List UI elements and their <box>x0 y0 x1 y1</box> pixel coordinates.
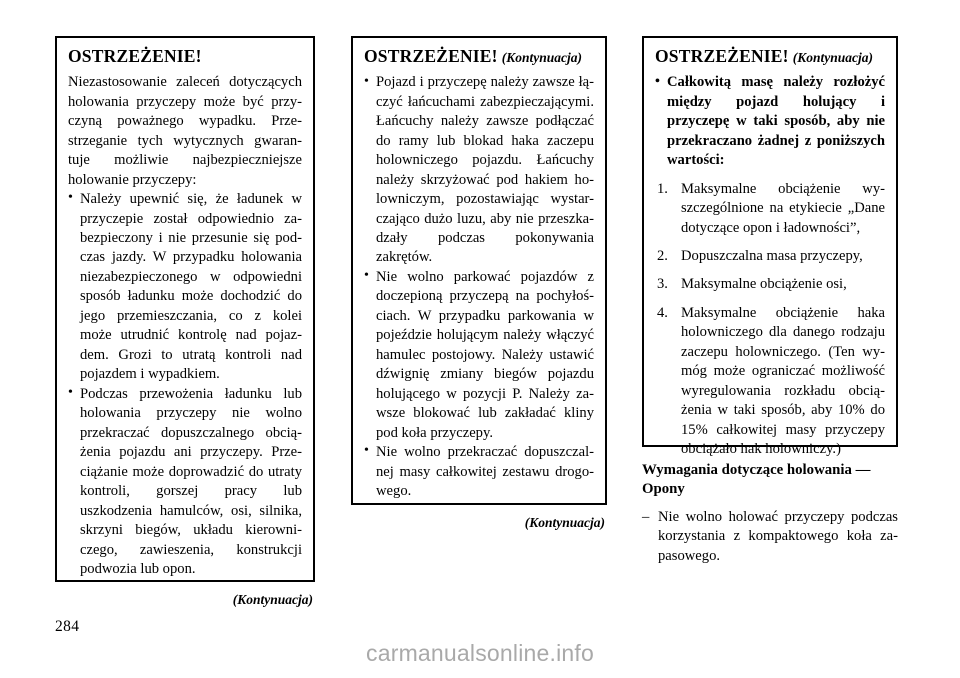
warning-box-3 <box>642 36 898 458</box>
tire-requirements-list <box>642 508 898 566</box>
list-item: – Nie wolno holować przyczepy podczas korzystania z kompaktowego koła za-pasowego. <box>642 508 898 566</box>
warning-bullet-list-3 <box>655 73 885 170</box>
warning-box-1 <box>55 36 315 582</box>
list-item-number: 3. <box>657 276 668 293</box>
list-item: • Podczas przewożenia ładunku lub holowania przyczepy nie wolno przekraczać dopuszczalnego obcią-żenia pojazdu ani przyczepy. Prze-ciążanie może doprowadzić do utraty kontroli, gorszej pracy lub uszkodzenia hamulców, osi, silnika, skrzyni biegów, układu kierowni-czego, zawieszenia, konstrukcji podwozia lub opon. <box>68 385 302 580</box>
warning-heading-1 <box>68 47 302 66</box>
warning-heading-continuation: (Kontynuacja) <box>792 50 873 65</box>
continuation-caption-2: (Kontynuacja) <box>524 515 605 530</box>
list-item-text: Maksymalne obciążenie haka holowniczego dla danego rodzaju zaczepu holowniczego. (Ten wy-móg może ograniczać możliwość wyregulowania rozkładu obcią-żenia w taki sposób, aby 10% do 15% całkowitej masy przyczepy obciążało hak holowniczy.) <box>681 304 885 458</box>
list-item-number: 4. <box>657 304 668 321</box>
list-item <box>655 304 885 460</box>
list-item <box>655 180 885 238</box>
warning-intro-1: Niezastosowanie zaleceń dotyczących holowania przyczepy może być przy-czyną poważnego wypadku. Prze-strzeganie tych wytycznych gwaran-tuje możliwie najbezpieczniejsze holowanie przyczepy: <box>68 74 302 188</box>
list-item-text: Dopuszczalna masa przyczepy, <box>681 248 863 264</box>
warning-heading-text: OSTRZEŻENIE! <box>68 46 202 66</box>
list-item: • Nie wolno parkować pojazdów z doczepioną przyczepą na pochyłoś-ciach. W przypadku parkowania w pojeździe holującym należy włączyć hamulec postojowy. Należy ustawić dźwignię zmiany biegów pojazdu holującego w pozycji P. Należy za-wsze blokować lub zakładać kliny pod koła przyczepy. <box>364 268 594 443</box>
warning-box-2 <box>351 36 607 505</box>
list-item <box>655 247 885 266</box>
list-item: • Nie wolno przekraczać dopuszczal-nej masy całkowitej zestawu drogo-wego. <box>364 443 594 501</box>
list-item <box>655 275 885 294</box>
list-item: • Należy upewnić się, że ładunek w przyczepie został odpowiednio za-bezpieczony i nie przesunie się pod-czas jazdy. W przypadku holowania niezabezpieczonego w odpowiedni sposób ładunku może dochodzić do jego przemieszczania, co z kolei może utrudnić kontrolę nad pojaz-dem. Grozi to utratą kontroli nad pojazdem i wypadkiem. <box>68 190 302 385</box>
column-left <box>55 36 315 608</box>
watermark: carmanualsonline.info <box>366 640 594 666</box>
list-item: • Pojazd i przyczepę należy zawsze łą-czyć łańcuchami zabezpieczającymi. Łańcuchy należy zawsze podłączać do ramy lub blokad haka zaczepu holowniczego pojazdu. Łańcuchy należy skrzyżować pod hakiem ho-lowniczym, pozostawiając wystar-czająco dużo luzu, aby nie przeszka-dzały podczas pokonywania zakrętów. <box>364 73 594 268</box>
column-right <box>642 36 898 566</box>
list-item-number: 1. <box>657 180 668 197</box>
warning-bullet-list-2 <box>364 73 594 501</box>
list-item-text: Maksymalne obciążenie wy-szczególnione na etykiecie „Dane dotyczące opon i ładowności”, <box>681 180 885 236</box>
list-item-text: Maksymalne obciążenie osi, <box>681 276 847 293</box>
warning-heading-text: OSTRZEŻENIE! <box>364 46 498 66</box>
warning-heading-text: OSTRZEŻENIE! <box>655 46 789 66</box>
warning-bullet-list-1 <box>68 190 302 579</box>
warning-numbered-list <box>655 180 885 460</box>
continuation-caption-1: (Kontynuacja) <box>232 592 313 607</box>
list-item: • Całkowitą masę należy rozłożyć między pojazd holujący i przyczepę w taki sposób, aby nie przekraczano żadnej z poniższych wartości: <box>655 73 885 170</box>
list-item-number: 2. <box>657 248 668 264</box>
column-middle <box>351 36 607 531</box>
warning-heading-2 <box>364 47 594 66</box>
page-number: 284 <box>55 618 80 635</box>
warning-heading-continuation: (Kontynuacja) <box>501 50 582 65</box>
warning-heading-3 <box>655 47 885 66</box>
section-heading-tires: Wymagania dotyczące holowania — Opony <box>642 462 871 497</box>
